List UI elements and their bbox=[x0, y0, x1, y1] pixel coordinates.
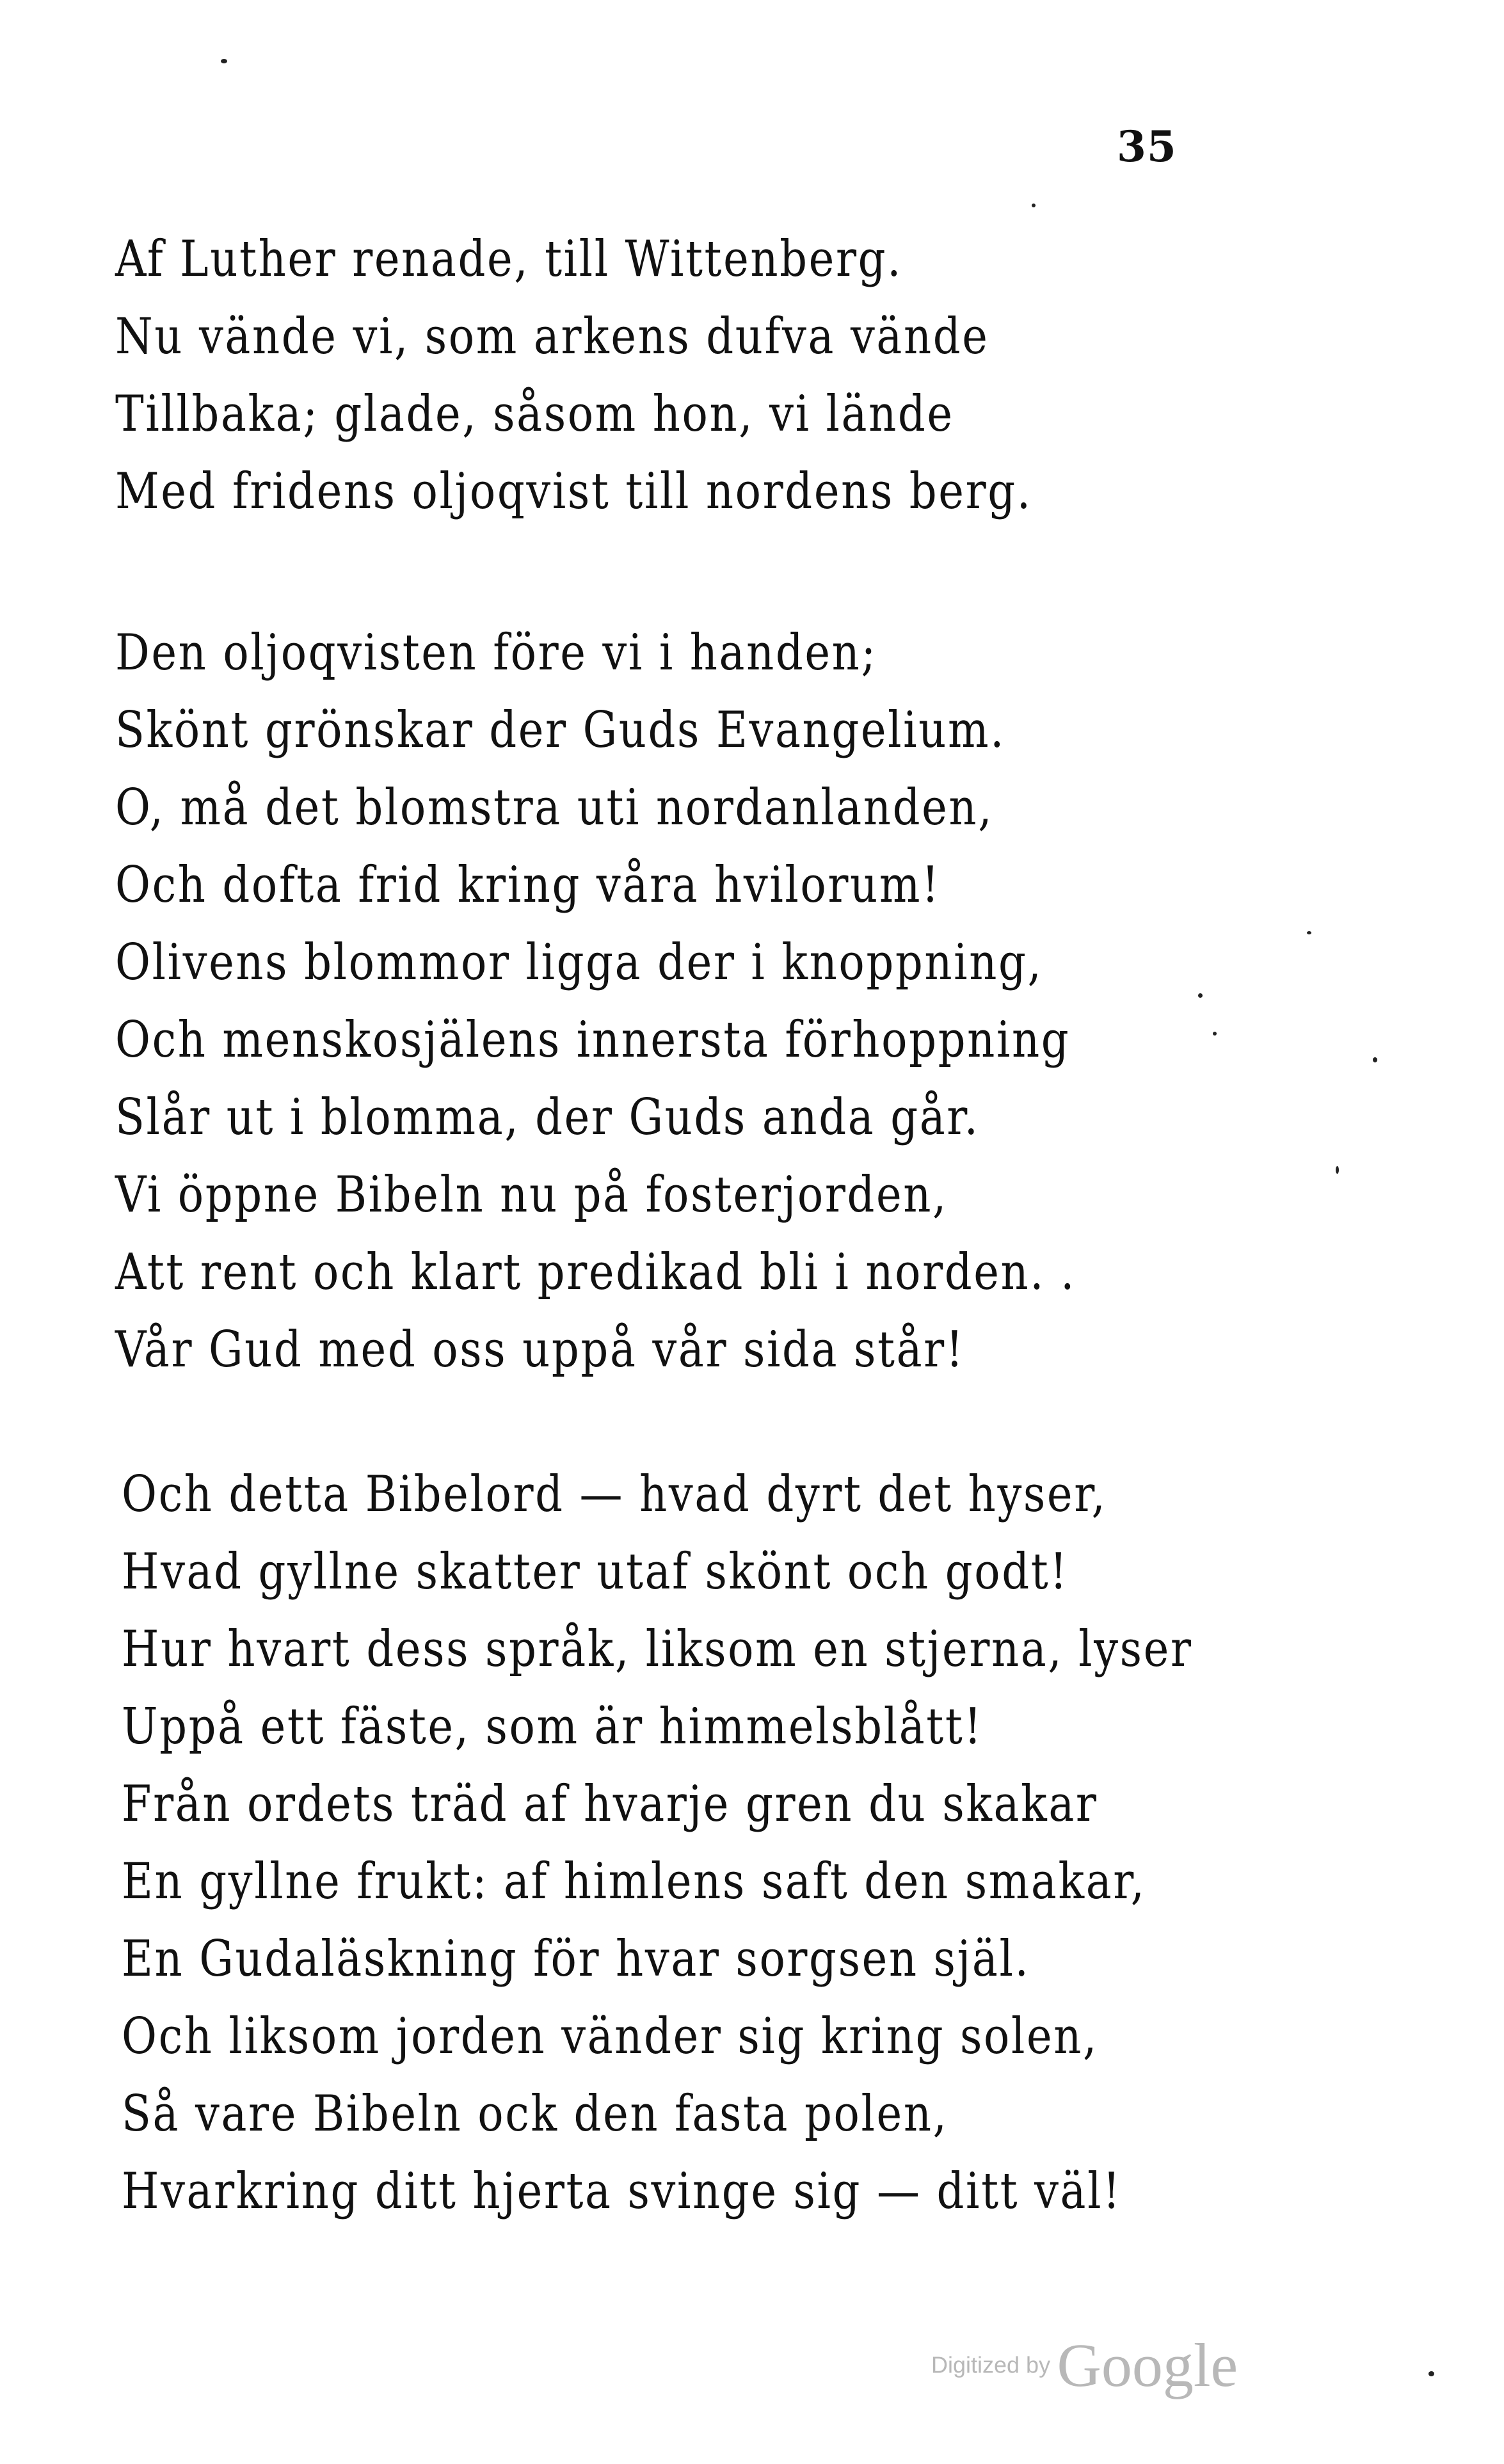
page-number: 35 bbox=[1117, 122, 1177, 172]
scan-speck bbox=[221, 59, 227, 63]
verse-line: Och dofta frid kring våra hvilorum! bbox=[115, 856, 941, 914]
scan-speck bbox=[1336, 1166, 1339, 1174]
verse-line: Af Luther renade, till Wittenberg. bbox=[115, 230, 903, 288]
verse-line: Uppå ett fäste, som är himmelsblått! bbox=[122, 1698, 983, 1756]
verse-line: Skönt grönskar der Guds Evangelium. bbox=[115, 701, 1006, 759]
verse-line: Nu vände vi, som arkens dufva vände bbox=[115, 308, 989, 365]
scan-speck bbox=[1213, 1032, 1217, 1036]
stanza-2 bbox=[115, 614, 1331, 1389]
verse-line: Så vare Bibeln ock den fasta polen, bbox=[122, 2085, 948, 2143]
scan-speck bbox=[1373, 1057, 1377, 1062]
scan-speck bbox=[1032, 204, 1036, 207]
verse-line: Hvad gyllne skatter utaf skönt och godt! bbox=[122, 1543, 1069, 1601]
stanza-3 bbox=[122, 1456, 1338, 2230]
verse-line: Med fridens oljoqvist till nordens berg. bbox=[115, 463, 1032, 520]
verse-line: Och liksom jorden vänder sig kring solen, bbox=[122, 2008, 1098, 2065]
verse-line: Hvarkring ditt hjerta svinge sig — ditt väl! bbox=[122, 2163, 1122, 2220]
scan-speck bbox=[1198, 993, 1203, 998]
watermark-prefix: Digitized by bbox=[931, 2351, 1051, 2378]
verse-line: Från ordets träd af hvarje gren du skakar bbox=[122, 1775, 1098, 1833]
scan-speck bbox=[1307, 931, 1311, 934]
verse-line: Och detta Bibelord — hvad dyrt det hyser, bbox=[122, 1466, 1107, 1523]
verse-line: Vår Gud med oss uppå vår sida står! bbox=[115, 1321, 965, 1379]
verse-line: Vi öppne Bibeln nu på fosterjorden, bbox=[115, 1166, 948, 1224]
verse-line: Att rent och klart predikad bli i norden. . bbox=[115, 1244, 1076, 1301]
verse-line: Hur hvart dess språk, liksom en stjerna, lyser bbox=[122, 1620, 1193, 1678]
scan-speck bbox=[1428, 2371, 1434, 2376]
verse-line: En Gudaläskning för hvar sorgsen själ. bbox=[122, 1930, 1030, 1988]
verse-line: O, må det blomstra uti nordanlanden, bbox=[115, 779, 994, 836]
stanza-1 bbox=[115, 221, 1331, 531]
verse-line: En gyllne frukt: af himlens saft den smakar, bbox=[122, 1853, 1146, 1910]
watermark-brand: Google bbox=[1057, 2331, 1238, 2399]
verse-line: Och menskosjälens innersta förhoppning bbox=[115, 1011, 1071, 1069]
digitized-by-watermark bbox=[931, 2330, 1238, 2401]
verse-line: Tillbaka; glade, såsom hon, vi lände bbox=[115, 385, 954, 443]
verse-line: Olivens blommor ligga der i knoppning, bbox=[115, 934, 1043, 991]
verse-line: Den oljoqvisten före vi i handen; bbox=[115, 624, 877, 682]
verse-line: Slår ut i blomma, der Guds anda går. bbox=[115, 1089, 980, 1146]
